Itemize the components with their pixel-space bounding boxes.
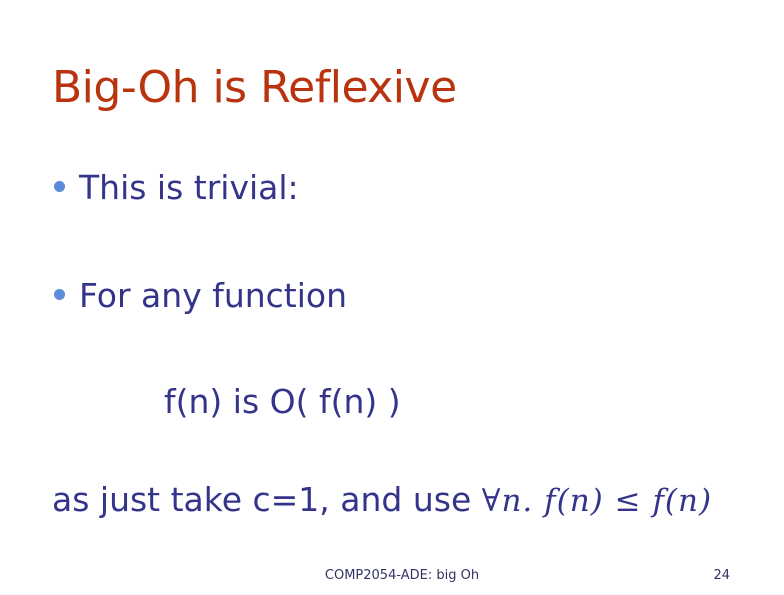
math-expression: ∀n. f(n) ≤ f(n) [481, 483, 713, 519]
bullet-dot-icon [54, 181, 65, 192]
bullet-dot-icon [54, 289, 65, 300]
statement-text: as just take c=1, and use [52, 480, 482, 519]
footer-course-label [0, 568, 784, 583]
slide-title: Big-Oh is Reflexive [52, 62, 457, 113]
footer-text: COMP2054-ADE: big Oh [324, 568, 480, 583]
statement-line [52, 480, 712, 519]
formula-line: f(n) is O( f(n) ) [164, 382, 401, 421]
bullet-item [54, 276, 347, 315]
page-number: 24 [713, 568, 730, 583]
bullet-text: This is trivial: [79, 168, 299, 207]
bullet-text: For any function [79, 276, 348, 315]
bullet-item [54, 168, 299, 207]
